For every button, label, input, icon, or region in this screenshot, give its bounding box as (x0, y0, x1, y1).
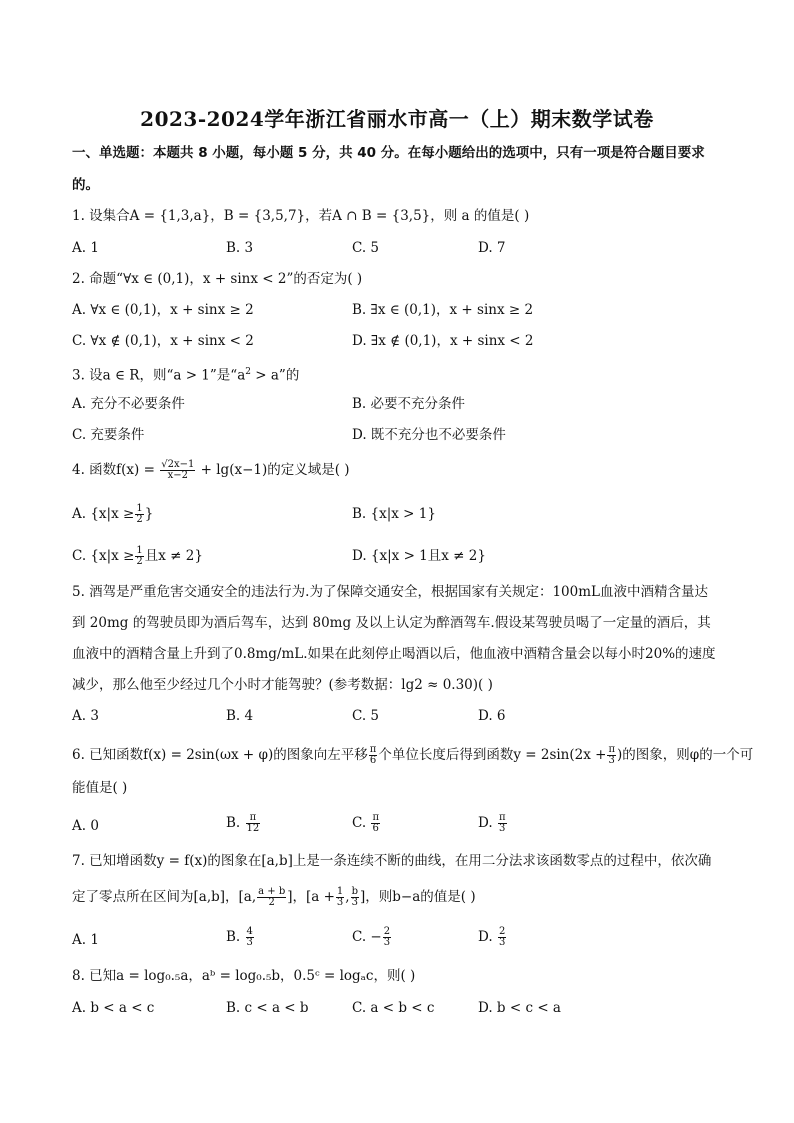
q6-optBn: π (246, 813, 261, 824)
q1-option-c: C. 5 (352, 240, 380, 256)
q6-frac-1 (369, 745, 378, 766)
q6-c: )的图象，则φ的一个可 (617, 747, 754, 763)
q6-f1n: π (369, 744, 377, 755)
q7-option-a: A. 1 (72, 932, 99, 948)
q1-option-b: B. 3 (226, 240, 254, 256)
q7-l2d3: 3 (351, 897, 358, 908)
section-heading (72, 143, 724, 163)
q2-option-d: D. ∃x ∉ (0,1)，x + sinx < 2 (352, 333, 534, 349)
q1-option-a: A. 1 (72, 240, 99, 256)
q6-optCn: π (372, 812, 380, 823)
q4-optC-den: 2 (136, 556, 143, 567)
q5-option-c: C. 5 (352, 708, 380, 724)
q3-option-c: C. 充要条件 (72, 427, 145, 443)
question-6-line-2: 能值是( ) (72, 780, 128, 796)
question-4-stem (72, 460, 724, 481)
q4-frac-den: x−2 (167, 470, 188, 481)
q6-a: 6. 已知函数f(x) = 2sin(ωx + φ)的图象向左平移 (72, 747, 368, 763)
q4-optA-a: A. {x|x ≥ (72, 506, 135, 522)
q7-option-b (226, 927, 255, 948)
q3-option-b: B. 必要不充分条件 (352, 396, 466, 412)
question-5-line-4: 减少，那么他至少经过几个小时才能驾驶？(参考数据：lg2 ≈ 0.30)( ) (72, 677, 493, 693)
q3-sup: 2 (245, 367, 251, 377)
q6-optD-label: D. (478, 815, 493, 831)
q6-optD-frac (498, 813, 507, 834)
q7-l2d: 2 (268, 897, 275, 908)
q8-option-a: A. b < a < c (72, 1000, 155, 1016)
q4-option-a (72, 504, 153, 525)
q4-optC-frac (135, 546, 143, 567)
section-heading-text-2: 的。 (72, 177, 99, 193)
question-7-line-1: 7. 已知增函数y = f(x)的图象在[a,b]上是一条连续不断的曲线，在用二分法求该函数零点的过程中，依次确 (72, 853, 712, 869)
q7-l2e: ]，则b−a的值是( ) (360, 889, 476, 905)
q7-optC-frac (383, 927, 391, 948)
q7-optCn: 2 (383, 926, 391, 937)
q4-option-d: D. {x|x > 1且x ≠ 2} (352, 548, 486, 564)
q6-optCd: 6 (372, 823, 379, 834)
q7-l2b: ]，[a + (287, 889, 335, 905)
question-5-line-3: 血液中的酒精含量上升到了0.8mg/mL.如果在此刻停止喝酒以后，他血液中酒精含量会以每小时20%的速度 (72, 646, 716, 662)
q6-f2n: π (608, 744, 616, 755)
q7-l2d2: 3 (336, 897, 344, 908)
q7-option-d (478, 927, 507, 948)
q5-option-d: D. 6 (478, 708, 506, 724)
q4-optA-frac (135, 504, 143, 525)
q4-optC-num: 1 (136, 545, 143, 556)
q4-stem-b: + lg(x−1)的定义域是( ) (200, 462, 350, 478)
q1-option-d: D. 7 (478, 240, 506, 256)
q2-option-c: C. ∀x ∉ (0,1)，x + sinx < 2 (72, 333, 254, 349)
q7-l2c: , (345, 889, 350, 905)
q6-option-d (478, 813, 508, 834)
q6-optB-label: B. (226, 815, 241, 831)
q2-option-a: A. ∀x ∈ (0,1)，x + sinx ≥ 2 (72, 302, 254, 318)
q7-l2n: a + b (258, 886, 286, 897)
q8-option-d: D. b < c < a (478, 1000, 561, 1016)
q4-optC-a: C. {x|x ≥ (72, 548, 135, 564)
exam-title: 2023-2024学年浙江省丽水市高一（上）期末数学试卷 (140, 107, 654, 131)
q7-optDd: 3 (498, 937, 506, 948)
q4-option-b: B. {x|x > 1} (352, 506, 436, 522)
q4-stem-a: 4. 函数f(x) = (72, 462, 155, 478)
q8-option-b: B. c < a < b (226, 1000, 309, 1016)
q4-fraction (160, 460, 195, 481)
q7-optB-label: B. (226, 929, 241, 945)
question-7-line-2 (72, 887, 724, 908)
q4-optA-den: 2 (136, 514, 143, 525)
q7-optB-frac (246, 927, 254, 948)
q4-optA-num: 1 (136, 503, 143, 514)
q7-frac-2 (336, 887, 344, 908)
q6-optC-frac (371, 813, 380, 834)
q7-optD-label: D. (478, 929, 493, 945)
q5-option-b: B. 4 (226, 708, 254, 724)
q7-frac-1 (257, 887, 286, 908)
question-2-stem: 2. 命题“∀x ∈ (0,1)，x + sinx < 2”的否定为( ) (72, 271, 363, 287)
q6-option-a: A. 0 (72, 818, 99, 834)
q7-optBd: 3 (246, 937, 253, 948)
q7-l2n3: b (351, 886, 358, 897)
q6-option-b (226, 813, 261, 834)
question-6-line-1 (72, 744, 754, 766)
q4-optA-b: } (144, 506, 154, 522)
q6-optC-label: C. (352, 815, 367, 831)
q4-frac-num: √2x−1 (161, 459, 195, 470)
q5-option-a: A. 3 (72, 708, 99, 724)
q7-l2a: 定了零点所在区间为[a,b]，[a, (72, 889, 257, 905)
q6-f2d: 3 (608, 755, 615, 766)
section-heading-cont (72, 175, 724, 195)
q6-optB-frac (246, 813, 261, 834)
q6-frac-2 (607, 745, 616, 766)
q3-stem-b: > a”的 (250, 367, 300, 384)
q7-optCd: 3 (383, 937, 391, 948)
question-3-stem (72, 362, 724, 386)
q7-frac-3 (351, 887, 359, 908)
q2-option-b: B. ∃x ∈ (0,1)，x + sinx ≥ 2 (352, 302, 534, 318)
question-8-stem: 8. 已知a = log₀.₅a，aᵇ = log₀.₅b，0.5ᶜ = logₐc，则( ) (72, 968, 416, 984)
q4-optC-b: 且x ≠ 2} (144, 548, 203, 564)
section-heading-text: 一、单选题：本题共 8 小题，每小题 5 分，共 40 分。在每小题给出的选项中，只有一项是符合题目要求 (72, 145, 705, 161)
q7-optBn: 4 (246, 926, 253, 937)
q6-optBd: 12 (246, 823, 260, 834)
question-1-stem: 1. 设集合A = {1,3,a}，B = {3,5,7}，若A ∩ B = {3,5}，则 a 的值是( ) (72, 208, 530, 224)
q7-option-c (352, 927, 392, 948)
q6-f1d: 6 (369, 755, 377, 766)
q6-b: 个单位长度后得到函数y = 2sin(2x + (378, 747, 607, 763)
q7-optDn: 2 (498, 926, 506, 937)
q6-option-c (352, 813, 381, 834)
q3-option-a: A. 充分不必要条件 (72, 396, 185, 412)
q7-optD-frac (498, 927, 506, 948)
q3-option-d: D. 既不充分也不必要条件 (352, 427, 506, 443)
q6-optDd: 3 (499, 823, 506, 834)
question-5-line-2: 到 20mg 的驾驶员即为酒后驾车，达到 80mg 及以上认定为醉酒驾车.假设某驾驶员喝了一定量的酒后，其 (72, 615, 711, 631)
q8-option-c: C. a < b < c (352, 1000, 435, 1016)
question-5-line-1: 5. 酒驾是严重危害交通安全的违法行为.为了保障交通安全，根据国家有关规定：100mL血液中酒精含量达 (72, 584, 708, 600)
q6-optDn: π (498, 812, 506, 823)
q7-l2n2: 1 (336, 886, 344, 897)
q4-option-c (72, 546, 203, 567)
q7-optC-label: C. − (352, 929, 382, 945)
q3-stem-a: 3. 设a ∈ R，则“a > 1”是“a (72, 367, 246, 384)
